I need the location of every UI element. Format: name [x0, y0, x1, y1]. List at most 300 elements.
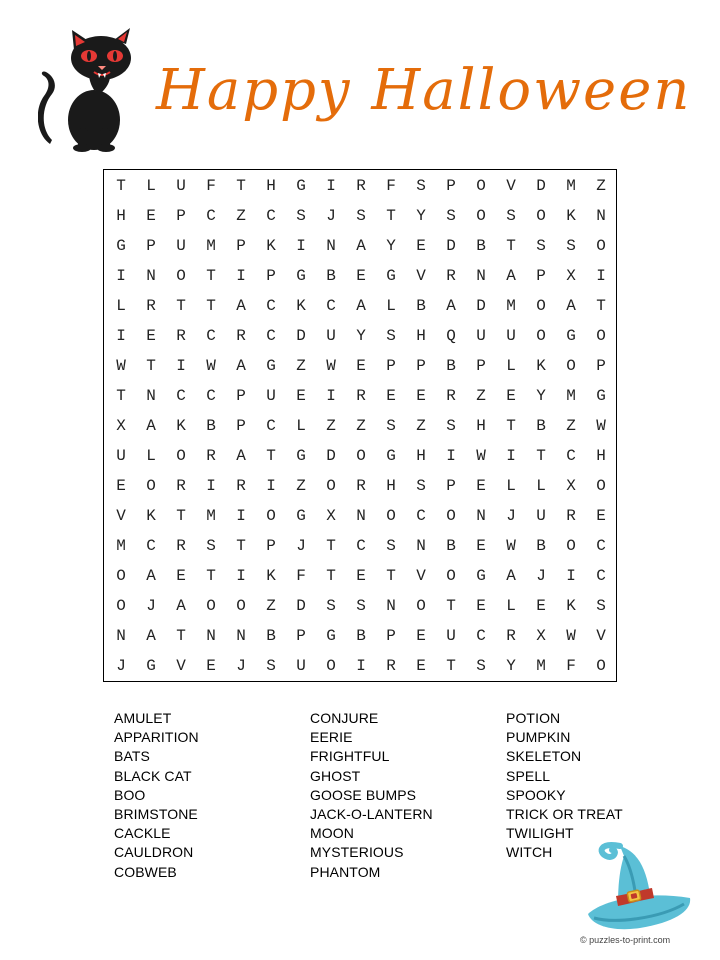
grid-letter: W — [506, 536, 516, 555]
word-list-item: BOO — [114, 786, 146, 803]
grid-letter: E — [476, 476, 486, 495]
grid-letter: K — [566, 206, 576, 225]
black-cat-illustration — [38, 28, 138, 152]
grid-letter: W — [566, 626, 576, 645]
grid-letter: G — [386, 446, 396, 465]
grid-letter: N — [596, 206, 606, 225]
word-list-item: CAULDRON — [114, 844, 194, 861]
grid-row — [104, 321, 616, 351]
grid-letter: Z — [236, 206, 246, 225]
grid-letter: L — [386, 296, 396, 315]
grid-letter: L — [506, 476, 516, 495]
grid-letter: C — [266, 206, 276, 225]
grid-letter: N — [326, 236, 336, 255]
grid-row — [104, 261, 616, 291]
grid-row — [104, 411, 616, 441]
grid-letter: S — [566, 236, 576, 255]
grid-letter: C — [566, 446, 576, 465]
grid-letter: O — [236, 596, 246, 615]
grid-letter: V — [596, 626, 606, 645]
grid-letter: N — [116, 626, 126, 645]
grid-letter: O — [176, 266, 186, 285]
grid-row — [104, 561, 616, 591]
copyright-footer: © puzzles-to-print.com — [580, 935, 671, 945]
word-list-item: COBWEB — [114, 863, 177, 880]
grid-row — [104, 651, 616, 681]
grid-letter: B — [536, 416, 546, 435]
grid-letter: R — [236, 476, 246, 495]
grid-letter: E — [476, 596, 486, 615]
word-list-item: GOOSE BUMPS — [310, 786, 417, 803]
grid-letter: S — [476, 656, 486, 675]
grid-letter: S — [596, 596, 606, 615]
grid-letter: T — [206, 266, 216, 285]
grid-letter: W — [326, 356, 336, 375]
grid-letter: G — [296, 506, 306, 525]
grid-letter: A — [146, 566, 156, 585]
grid-row — [104, 591, 616, 621]
grid-letter: M — [206, 236, 216, 255]
grid-row — [104, 471, 616, 501]
grid-letter: S — [506, 206, 516, 225]
grid-letter: O — [416, 596, 426, 615]
grid-letter: E — [146, 326, 156, 345]
grid-letter: B — [206, 416, 216, 435]
grid-letter: T — [326, 536, 336, 555]
grid-letter: N — [416, 536, 426, 555]
grid-letter: O — [266, 506, 276, 525]
grid-letter: P — [386, 356, 396, 375]
grid-letter: C — [356, 536, 366, 555]
grid-letter: C — [326, 296, 336, 315]
grid-letter: U — [476, 326, 486, 345]
grid-letter: G — [266, 356, 276, 375]
grid-letter: I — [176, 356, 186, 375]
grid-letter: E — [146, 206, 156, 225]
grid-letter: P — [446, 176, 456, 195]
grid-letter: O — [596, 476, 606, 495]
grid-letter: O — [476, 176, 486, 195]
grid-letter: C — [416, 506, 426, 525]
grid-letter: K — [146, 506, 156, 525]
grid-letter: T — [596, 296, 606, 315]
grid-letter: F — [566, 656, 576, 675]
grid-letter: P — [146, 236, 156, 255]
grid-letter: L — [536, 476, 546, 495]
grid-letter: M — [116, 536, 126, 555]
grid-letter: X — [536, 626, 546, 645]
grid-letter: Z — [296, 356, 306, 375]
grid-letter: B — [356, 626, 366, 645]
grid-letter: O — [116, 596, 126, 615]
grid-letter: V — [416, 266, 426, 285]
grid-letter: U — [116, 446, 126, 465]
grid-letter: O — [536, 296, 546, 315]
grid-letter: I — [236, 566, 246, 585]
grid-letter: I — [206, 476, 216, 495]
grid-letter: T — [116, 386, 126, 405]
grid-letter: G — [476, 566, 486, 585]
word-list-item: POTION — [506, 710, 561, 726]
grid-letter: T — [146, 356, 156, 375]
grid-letter: T — [236, 536, 246, 555]
grid-letter: P — [176, 206, 186, 225]
word-list-item: MYSTERIOUS — [310, 844, 404, 861]
grid-letter: T — [206, 566, 216, 585]
grid-letter: X — [566, 476, 576, 495]
word-list-item: APPARITION — [114, 729, 199, 746]
grid-letter: G — [296, 176, 306, 195]
grid-letter: A — [446, 296, 456, 315]
grid-letter: P — [236, 416, 246, 435]
grid-letter: P — [296, 626, 306, 645]
grid-letter: G — [296, 446, 306, 465]
grid-letter: Y — [536, 386, 546, 405]
grid-letter: E — [476, 536, 486, 555]
grid-letter: U — [176, 176, 186, 195]
grid-row — [104, 291, 616, 321]
grid-letter: E — [596, 506, 606, 525]
word-list-item: AMULET — [114, 710, 172, 726]
grid-letter: J — [326, 206, 336, 225]
grid-letter: H — [266, 176, 276, 195]
word-list-item: PHANTOM — [310, 863, 381, 880]
grid-letter: S — [416, 176, 426, 195]
grid-letter: P — [266, 536, 276, 555]
word-list-item: BLACK CAT — [114, 767, 192, 784]
word-list-item: WITCH — [506, 844, 553, 861]
grid-letter: M — [206, 506, 216, 525]
grid-letter: Z — [416, 416, 426, 435]
grid-letter: H — [416, 326, 426, 345]
word-list-item: TWILIGHT — [506, 825, 574, 842]
grid-letter: U — [536, 506, 546, 525]
grid-letter: P — [266, 266, 276, 285]
grid-letter: W — [116, 356, 126, 375]
grid-letter: O — [446, 566, 456, 585]
grid-letter: E — [206, 656, 216, 675]
grid-row — [104, 201, 616, 231]
grid-letter: J — [506, 506, 516, 525]
grid-letter: O — [596, 236, 606, 255]
grid-letter: W — [476, 446, 486, 465]
grid-letter: T — [446, 656, 456, 675]
grid-letter: A — [146, 626, 156, 645]
word-list-item: JACK-O-LANTERN — [310, 806, 433, 823]
grid-letter: R — [176, 536, 186, 555]
grid-row — [104, 381, 616, 411]
grid-letter: K — [266, 236, 276, 255]
grid-letter: F — [296, 566, 306, 585]
grid-letter: M — [566, 386, 576, 405]
grid-row — [104, 171, 616, 201]
page-title: Happy Halloween — [156, 58, 692, 123]
grid-letter: N — [356, 506, 366, 525]
grid-letter: C — [476, 626, 486, 645]
grid-letter: S — [386, 536, 396, 555]
grid-letter: G — [296, 266, 306, 285]
grid-letter: C — [146, 536, 156, 555]
grid-letter: P — [236, 386, 246, 405]
grid-letter: I — [266, 476, 276, 495]
word-list-item: CONJURE — [310, 710, 379, 726]
grid-letter: C — [206, 206, 216, 225]
grid-letter: O — [116, 566, 126, 585]
word-list-item: FRIGHTFUL — [310, 748, 390, 765]
word-list-item: SPELL — [506, 767, 551, 784]
grid-letter: T — [506, 236, 516, 255]
grid-letter: N — [206, 626, 216, 645]
grid-letter: B — [446, 356, 456, 375]
word-list-item: MOON — [310, 825, 354, 842]
grid-letter: D — [536, 176, 546, 195]
grid-letter: Y — [386, 236, 396, 255]
grid-letter: T — [536, 446, 546, 465]
grid-letter: E — [416, 656, 426, 675]
grid-letter: Y — [506, 656, 516, 675]
grid-letter: R — [446, 386, 456, 405]
grid-letter: C — [596, 566, 606, 585]
grid-letter: R — [236, 326, 246, 345]
grid-letter: C — [266, 296, 276, 315]
grid-letter: L — [146, 446, 156, 465]
grid-letter: L — [506, 596, 516, 615]
grid-letter: E — [416, 386, 426, 405]
grid-letter: O — [596, 656, 606, 675]
grid-letter: R — [176, 326, 186, 345]
grid-letter: O — [566, 536, 576, 555]
grid-letter: H — [386, 476, 396, 495]
grid-letter: Z — [476, 386, 486, 405]
grid-letter: E — [356, 566, 366, 585]
word-list-column-2 — [310, 709, 433, 882]
grid-letter: L — [506, 356, 516, 375]
grid-letter: L — [296, 416, 306, 435]
grid-letter: U — [446, 626, 456, 645]
grid-letter: O — [206, 596, 216, 615]
grid-letter: P — [476, 356, 486, 375]
grid-letter: E — [416, 626, 426, 645]
grid-letter: A — [236, 356, 246, 375]
word-list-item: CACKLE — [114, 825, 171, 842]
grid-letter: M — [566, 176, 576, 195]
grid-letter: I — [236, 506, 246, 525]
grid-letter: S — [416, 476, 426, 495]
grid-letter: O — [176, 446, 186, 465]
grid-letter: A — [566, 296, 576, 315]
grid-letter: K — [536, 356, 546, 375]
grid-letter: E — [176, 566, 186, 585]
grid-letter: G — [566, 326, 576, 345]
grid-letter: R — [386, 656, 396, 675]
grid-letter: T — [176, 626, 186, 645]
grid-letter: I — [596, 266, 606, 285]
grid-letter: A — [356, 236, 366, 255]
grid-letter: N — [386, 596, 396, 615]
grid-letter: S — [536, 236, 546, 255]
grid-letter: V — [416, 566, 426, 585]
grid-letter: I — [356, 656, 366, 675]
grid-letter: N — [476, 506, 486, 525]
grid-letter: R — [566, 506, 576, 525]
grid-letter: P — [596, 356, 606, 375]
grid-letter: R — [176, 476, 186, 495]
grid-letter: R — [356, 386, 366, 405]
grid-letter: R — [506, 626, 516, 645]
grid-letter: C — [206, 326, 216, 345]
grid-letter: A — [176, 596, 186, 615]
grid-row — [104, 531, 616, 561]
grid-letter: I — [326, 386, 336, 405]
grid-letter: U — [326, 326, 336, 345]
grid-letter: P — [416, 356, 426, 375]
grid-letter: K — [296, 296, 306, 315]
grid-letter: K — [266, 566, 276, 585]
grid-letter: C — [266, 326, 276, 345]
grid-letter: O — [386, 506, 396, 525]
grid-letter: L — [116, 296, 126, 315]
grid-letter: V — [506, 176, 516, 195]
grid-letter: S — [356, 206, 366, 225]
grid-letter: T — [326, 566, 336, 585]
grid-letter: O — [596, 326, 606, 345]
grid-letter: N — [146, 386, 156, 405]
grid-letter: U — [266, 386, 276, 405]
grid-letter: J — [296, 536, 306, 555]
grid-letter: E — [416, 236, 426, 255]
grid-letter: U — [176, 236, 186, 255]
grid-letter: M — [536, 656, 546, 675]
grid-letter: S — [446, 416, 456, 435]
grid-letter: J — [536, 566, 546, 585]
grid-letter: O — [566, 356, 576, 375]
grid-letter: E — [506, 386, 516, 405]
grid-letter: O — [536, 326, 546, 345]
grid-letter: S — [326, 596, 336, 615]
grid-letter: O — [476, 206, 486, 225]
grid-letter: I — [506, 446, 516, 465]
grid-letter: S — [386, 416, 396, 435]
grid-letter: X — [116, 416, 126, 435]
grid-letter: F — [206, 176, 216, 195]
word-list-item: BATS — [114, 748, 150, 765]
grid-letter: J — [146, 596, 156, 615]
grid-letter: B — [536, 536, 546, 555]
grid-letter: J — [236, 656, 246, 675]
grid-letter: B — [416, 296, 426, 315]
grid-letter: Z — [326, 416, 336, 435]
grid-letter: E — [296, 386, 306, 405]
grid-row — [104, 231, 616, 261]
grid-letter: A — [236, 446, 246, 465]
grid-letter: T — [266, 446, 276, 465]
grid-letter: T — [386, 206, 396, 225]
word-list-item: SPOOKY — [506, 786, 566, 803]
grid-letter: I — [116, 326, 126, 345]
word-search-grid — [103, 169, 617, 682]
grid-letter: L — [146, 176, 156, 195]
grid-letter: D — [446, 236, 456, 255]
grid-letter: R — [446, 266, 456, 285]
grid-letter: T — [176, 506, 186, 525]
grid-letter: K — [566, 596, 576, 615]
grid-letter: D — [476, 296, 486, 315]
word-list-item: TRICK OR TREAT — [506, 806, 623, 823]
grid-letter: C — [176, 386, 186, 405]
grid-letter: G — [146, 656, 156, 675]
grid-letter: R — [356, 476, 366, 495]
grid-letter: D — [326, 446, 336, 465]
grid-letter: I — [566, 566, 576, 585]
word-list-column-1 — [114, 709, 199, 882]
grid-letter: Z — [566, 416, 576, 435]
grid-letter: E — [386, 386, 396, 405]
grid-letter: I — [446, 446, 456, 465]
grid-letter: Z — [596, 176, 606, 195]
grid-letter: B — [476, 236, 486, 255]
grid-letter: I — [116, 266, 126, 285]
grid-letter: H — [416, 446, 426, 465]
grid-letter: G — [326, 626, 336, 645]
grid-row — [104, 351, 616, 381]
grid-letter: V — [116, 506, 126, 525]
grid-letter: S — [296, 206, 306, 225]
grid-letter: D — [296, 326, 306, 345]
grid-letter: S — [386, 326, 396, 345]
grid-letter: I — [296, 236, 306, 255]
grid-letter: M — [506, 296, 516, 315]
grid-letter: U — [296, 656, 306, 675]
grid-letter: O — [146, 476, 156, 495]
grid-letter: Y — [416, 206, 426, 225]
grid-row — [104, 441, 616, 471]
grid-letter: T — [206, 296, 216, 315]
grid-letter: O — [326, 476, 336, 495]
grid-letter: H — [476, 416, 486, 435]
grid-letter: Y — [356, 326, 366, 345]
grid-letter: G — [116, 236, 126, 255]
grid-letter: R — [206, 446, 216, 465]
grid-letter: O — [326, 656, 336, 675]
grid-letter: D — [296, 596, 306, 615]
grid-letter: R — [356, 176, 366, 195]
word-list-item: BRIMSTONE — [114, 806, 198, 823]
grid-letter: E — [356, 266, 366, 285]
grid-letter: G — [386, 266, 396, 285]
grid-letter: N — [476, 266, 486, 285]
grid-letter: W — [596, 416, 606, 435]
grid-letter: S — [446, 206, 456, 225]
grid-letter: A — [236, 296, 246, 315]
grid-letter: H — [596, 446, 606, 465]
grid-letter: U — [506, 326, 516, 345]
grid-letter: W — [206, 356, 216, 375]
grid-row — [104, 621, 616, 651]
grid-letter: E — [536, 596, 546, 615]
grid-letter: J — [116, 656, 126, 675]
grid-letter: O — [356, 446, 366, 465]
grid-letter: O — [446, 506, 456, 525]
grid-letter: R — [146, 296, 156, 315]
grid-letter: P — [386, 626, 396, 645]
grid-letter: I — [326, 176, 336, 195]
grid-letter: A — [356, 296, 366, 315]
grid-letter: T — [386, 566, 396, 585]
grid-letter: P — [446, 476, 456, 495]
grid-letter: T — [116, 176, 126, 195]
grid-letter: V — [176, 656, 186, 675]
word-list-item: SKELETON — [506, 748, 582, 765]
